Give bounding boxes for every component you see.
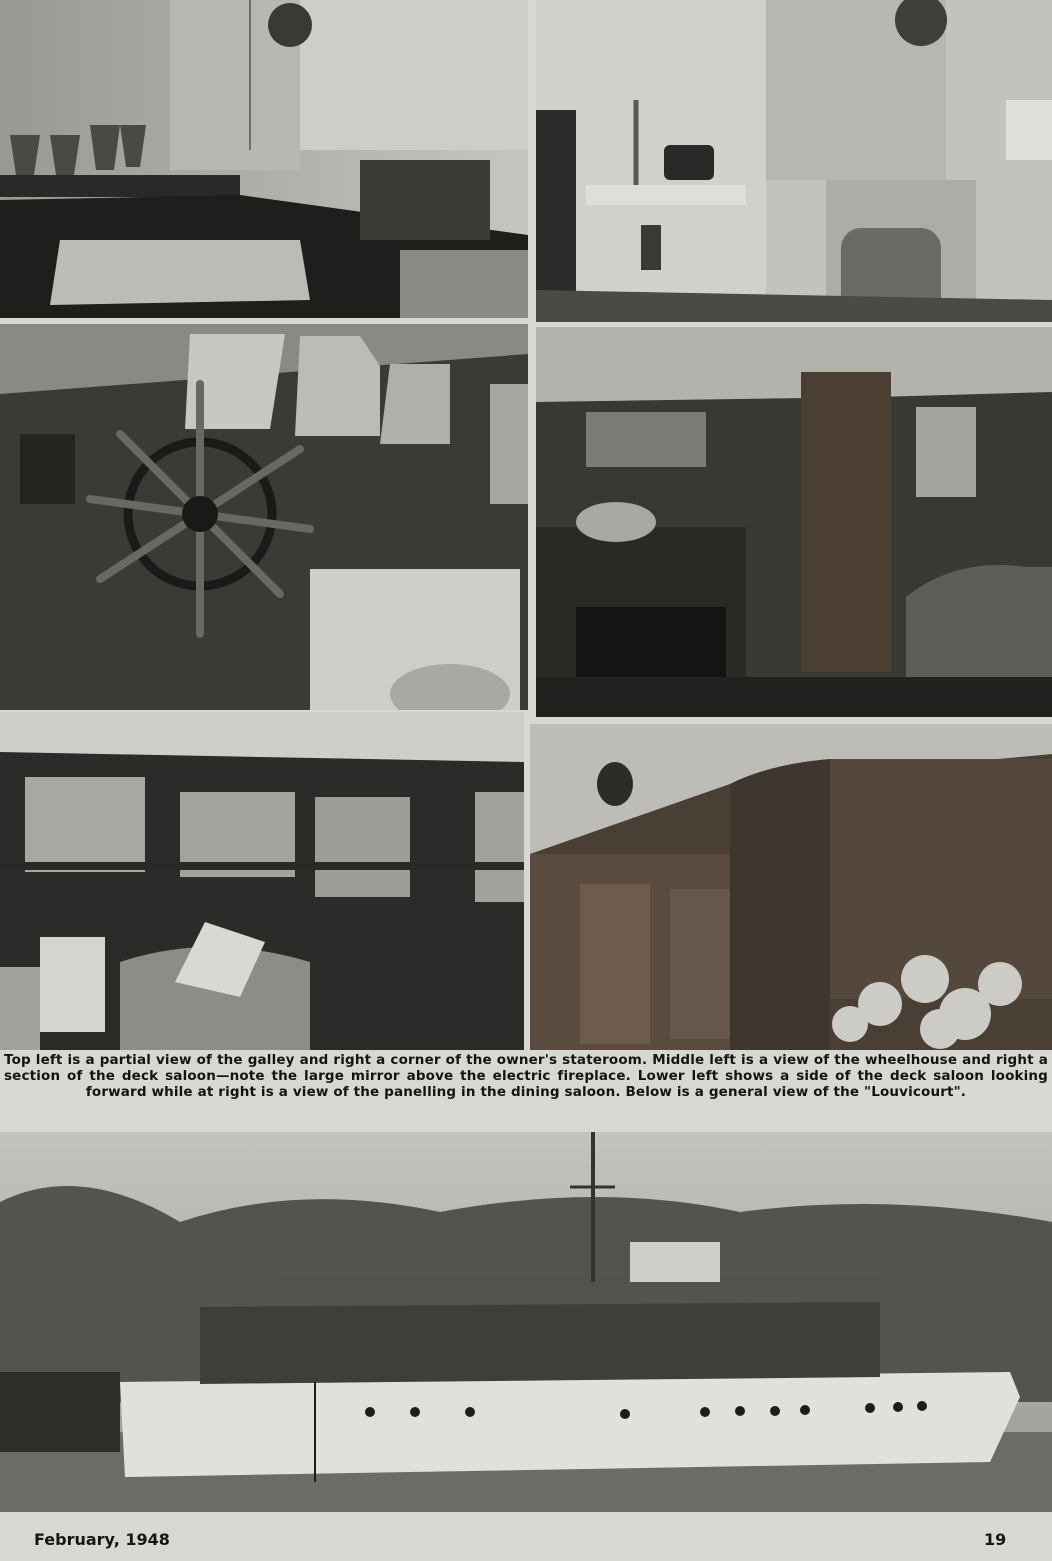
stateroom-photo [536, 0, 1052, 322]
dining-saloon-photo [530, 724, 1052, 1050]
wheelhouse-photo [0, 324, 528, 710]
deck-saloon-photo [536, 327, 1052, 717]
photo-caption: Top left is a partial view of the galley and right a corner of the owner's stateroom. Middle left is a view of the wheelhouse and right a section of the deck saloon—note the large mirror above the electric fireplace. Lower left shows a side of the deck saloon looking forward while at right is a view of the panelling in the dining saloon. Below is a general view of the "Louvicourt". [4, 1052, 1048, 1100]
saloon-forward-photo [0, 712, 524, 1050]
yacht-louvicourt-photo [0, 1132, 1052, 1512]
page-number: 19 [984, 1530, 1007, 1549]
issue-date: February, 1948 [34, 1530, 170, 1549]
galley-photo [0, 0, 528, 318]
